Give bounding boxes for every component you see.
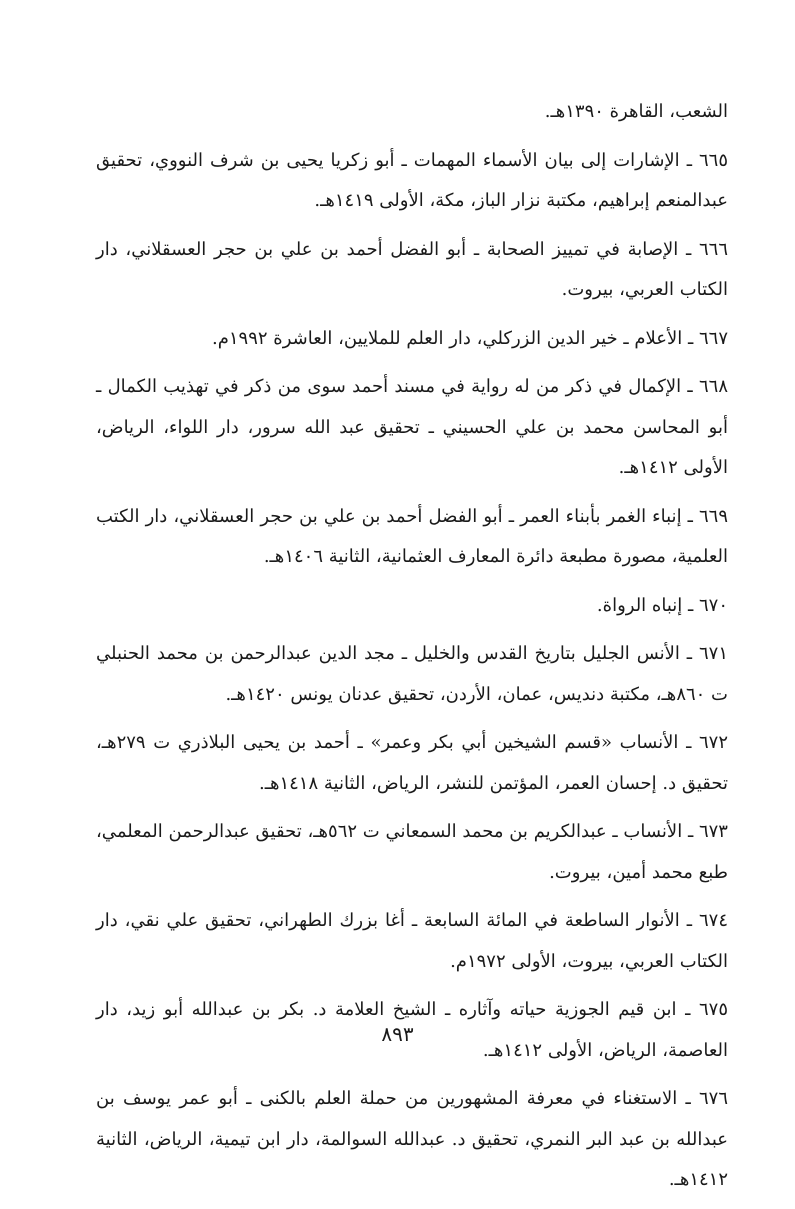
entry-669: ٦٦٩ ـ إنباء الغمر بأبناء العمر ـ أبو الفضل أحمد بن علي بن حجر العسقلاني، دار الكتب العلمية، مصورة مطبعة دائرة المعارف العثمانية، الثانية ١٤٠٦هـ.	[96, 505, 728, 567]
entry-668: ٦٦٨ ـ الإكمال في ذكر من له رواية في مسند أحمد سوى من ذكر في تهذيب الكمال ـ أبو المحاسن محمد بن علي الحسيني ـ تحقيق عبد الله سرور، دار اللواء، الرياض، الأولى ١٤١٢هـ.	[96, 376, 728, 478]
entry-670: ٦٧٠ ـ إنباه الرواة.	[596, 594, 728, 616]
entry-673: ٦٧٣ ـ الأنساب ـ عبدالكريم بن محمد السمعاني ت ٥٦٢هـ، تحقيق عبدالرحمن المعلمي، طبع محمد أمين، بيروت.	[96, 821, 728, 883]
page-number: ٨٩٣	[381, 1022, 414, 1046]
entry-666: ٦٦٦ ـ الإصابة في تمييز الصحابة ـ أبو الفضل أحمد بن علي بن حجر العسقلاني، دار الكتاب العربي، بيروت.	[96, 238, 728, 300]
entry-676: ٦٧٦ ـ الاستغناء في معرفة المشهورين من حملة العلم بالكنى ـ أبو عمر يوسف بن عبدالله بن عبد البر النمري، تحقيق د. عبدالله السوالمة، دار ابن تيمية، الرياض، الثانية ١٤١٢هـ.	[96, 1088, 728, 1190]
entry-675: ٦٧٥ ـ ابن قيم الجوزية حياته وآثاره ـ الشيخ العلامة د. بكر بن عبدالله أبو زيد، دار العاصمة، الرياض، الأولى ١٤١٢هـ.	[96, 999, 728, 1061]
entry-667: ٦٦٧ ـ الأعلام ـ خير الدين الزركلي، دار العلم للملايين، العاشرة ١٩٩٢م.	[212, 327, 728, 349]
entry-665: ٦٦٥ ـ الإشارات إلى بيان الأسماء المهمات ـ أبو زكريا يحيى بن شرف النووي، تحقيق عبدالمنعم إبراهيم، مكتبة نزار الباز، مكة، الأولى ١٤١٩هـ.	[96, 149, 728, 211]
entry-continuation: الشعب، القاهرة ١٣٩٠هـ.	[544, 101, 728, 122]
entry-671: ٦٧١ ـ الأنس الجليل بتاريخ القدس والخليل ـ مجد الدين عبدالرحمن بن محمد الحنبلي ت ٨٦٠هـ، مكتبة دنديس، عمان، الأردن، تحقيق عدنان يونس ١٤٢٠هـ.	[96, 643, 728, 705]
entry-674: ٦٧٤ ـ الأنوار الساطعة في المائة السابعة ـ أغا بزرك الطهراني، تحقيق علي نقي، دار الكتاب العربي، بيروت، الأولى ١٩٧٢م.	[96, 910, 728, 972]
entry-672: ٦٧٢ ـ الأنساب «قسم الشيخين أبي بكر وعمر» ـ أحمد بن يحيى البلاذري ت ٢٧٩هـ، تحقيق د. إحسان العمر، المؤتمن للنشر، الرياض، الثانية ١٤١٨هـ.	[96, 732, 728, 794]
